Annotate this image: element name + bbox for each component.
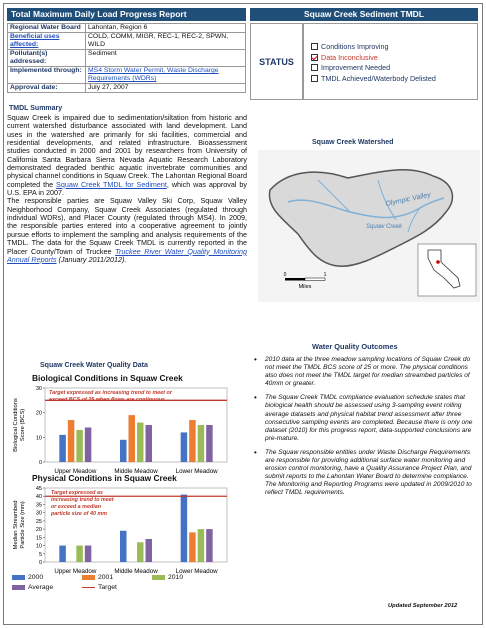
legend-item-target xyxy=(82,584,117,591)
y-tick-label: 20 xyxy=(35,527,42,534)
bar-average-lower-meadow xyxy=(206,425,213,462)
legend-label: Average xyxy=(28,584,54,591)
legend-item-average xyxy=(12,584,53,591)
summary-paragraph xyxy=(7,197,247,264)
y-tick-label: 30 xyxy=(35,510,42,517)
legend-swatch-2000 xyxy=(12,575,25,580)
info-row xyxy=(8,24,246,33)
report-title: Total Maximum Daily Load Progress Report xyxy=(7,8,246,21)
y-tick-label: 35 xyxy=(35,502,42,509)
legend-label: 2000 xyxy=(28,574,44,581)
implementation-link[interactable]: MS4 Storm Water Permit, Waste Discharge Requirements (WDRs) xyxy=(86,67,246,84)
bar-average-middle-meadow xyxy=(146,425,153,462)
tmdl-sediment-link[interactable]: Squaw Creek TMDL for Sediment xyxy=(56,179,167,189)
legend-item-2001 xyxy=(82,574,113,581)
y-tick-label: 5 xyxy=(38,551,42,558)
y-axis-label: Median Streambed xyxy=(13,500,19,550)
x-category-label: Upper Meadow xyxy=(54,468,97,475)
status-option-label: TMDL Achieved/Waterbody Delisted xyxy=(321,73,436,83)
bar-average-upper-meadow xyxy=(85,546,92,562)
info-label: Approval date: xyxy=(8,84,86,93)
y-tick-label: 15 xyxy=(35,535,42,542)
bar-2010-lower-meadow xyxy=(198,529,205,562)
checked-checkbox-icon xyxy=(311,54,318,61)
target-annotation: Target expressed as increasing trend to meet or xyxy=(49,390,172,396)
info-label: Pollutant(s) addressed: xyxy=(8,50,86,67)
outcome-item: • The Squaw responsible entities under Waste Discharge Requirements are responsible for providing additional surface water monitoring and erosion control monitoring, have a Quality Assurance Project Plan, and submit reports to the Lahontan Water Board to determine compliance. The Monitoring and Reporting Programs were updated in 2009/2010 to reflect TMDL requirements. xyxy=(254,449,476,498)
info-table xyxy=(7,23,246,93)
olympic-valley-label: Olympic Valley xyxy=(384,191,432,208)
charts-section-title: Squaw Creek Water Quality Data xyxy=(40,362,148,369)
x-category-label: Upper Meadow xyxy=(54,568,97,575)
bio-chart-title: Biological Conditions in Squaw Creek xyxy=(32,373,183,383)
target-annotation: exceed BCS of 25 when flows are continuous xyxy=(49,397,165,403)
squaw-creek-label: Squaw Creek xyxy=(366,224,403,230)
annual-reports-link[interactable]: Truckee River Water Quality Monitoring Annual Reports xyxy=(7,246,247,264)
summary-text-run: The responsible parties are Squaw Valley Ski Corp, Squaw Valley Neighborhood Company, Squaw Creek Associates (regulated through individual WDRs), and Placer County (regulated through MS4). In 2009, the responsible parties entered into a cooperative agreement to jointly pursue efforts to implement the sampling and analysis requirements of the TMDL. The data for the Squaw Creek TMDL is currently reported in the Placer County/Town of Truckee xyxy=(7,196,247,256)
y-tick-label: 20 xyxy=(35,410,42,417)
bar-2010-middle-meadow xyxy=(137,542,144,562)
location-marker-icon xyxy=(436,260,440,264)
tmdl-title: Squaw Creek Sediment TMDL xyxy=(250,8,478,21)
bar-average-upper-meadow xyxy=(85,427,92,462)
status-label: STATUS xyxy=(250,23,303,100)
info-row xyxy=(8,67,246,84)
y-tick-label: 10 xyxy=(35,543,42,550)
phys-chart-title: Physical Conditions in Squaw Creek xyxy=(32,473,177,483)
target-annotation: Target expressed as xyxy=(51,490,103,496)
bar-2010-middle-meadow xyxy=(137,423,144,462)
legend-label: Target xyxy=(98,584,117,591)
physical-conditions-chart xyxy=(5,484,233,576)
bar-2001-lower-meadow xyxy=(189,420,196,462)
summary-text-run: Squaw Creek is impaired due to sedimentation/siltation from historic and current watershed disturbance associated with land development. Land uses in the watershed are primarily for ski facilities, commercial and residential developments, and related infrastructure. Bioassessment studies conducted in 2000 and 2001 by researchers from University of California Santa Barbara Sierra Nevada Aquatic Research Laboratory demonstrated degraded benthic aquatic invertebrate communities and physical channel conditions in Squaw Creek. The Lahontan Regional Board completed the xyxy=(7,113,248,189)
bar-2010-lower-meadow xyxy=(198,425,205,462)
info-value: Sediment xyxy=(86,50,246,67)
bar-2000-lower-meadow xyxy=(181,432,188,462)
info-label: Regional Water Board xyxy=(8,24,86,33)
outcomes-title: Water Quality Outcomes xyxy=(312,342,398,351)
y-tick-label: 10 xyxy=(35,435,42,442)
outcome-item: • 2010 data at the three meadow sampling locations of Squaw Creek do not meet the TMDL BCS score of 25 or more. The physical conditions also does not meet the TMDL target for median streambed particles of 40mm or greater. xyxy=(254,356,476,388)
bar-2000-middle-meadow xyxy=(120,531,127,562)
bar-2010-upper-meadow xyxy=(76,546,83,562)
status-option-label: Data Inconclusive xyxy=(321,52,378,62)
y-tick-label: 0 xyxy=(38,560,42,566)
legend-swatch-2001 xyxy=(82,575,95,580)
bar-average-lower-meadow xyxy=(206,529,213,562)
summary-text-run: , which was approval by U.S. EPA in 2007. xyxy=(7,179,247,198)
bar-2000-lower-meadow xyxy=(181,495,188,562)
bar-2001-middle-meadow xyxy=(129,415,136,462)
scale-bar-right xyxy=(305,278,325,281)
legend-swatch-2010 xyxy=(152,575,165,580)
bar-2001-upper-meadow xyxy=(68,420,75,462)
info-value: COLD, COMM, MIGR, REC-1, REC-2, SPWN, WILD xyxy=(86,33,246,50)
info-row xyxy=(8,33,246,50)
info-label: Implemented through: xyxy=(8,67,86,84)
legend-label: 2001 xyxy=(98,574,114,581)
status-option-label: Conditions Improving xyxy=(321,42,389,51)
status-option xyxy=(311,74,477,85)
info-row xyxy=(8,84,246,93)
summary-text xyxy=(7,114,247,264)
bar-2010-upper-meadow xyxy=(76,430,83,462)
x-category-label: Lower Meadow xyxy=(175,568,218,575)
y-tick-label: 30 xyxy=(35,386,42,392)
x-category-label: Middle Meadow xyxy=(114,568,158,575)
y-axis-label: Particle Size (mm) xyxy=(20,501,26,549)
beneficial-uses-link[interactable]: Beneficial uses affected: xyxy=(8,33,86,50)
scale-one: 1 xyxy=(323,272,327,278)
status-option-label: Improvement Needed xyxy=(321,63,391,72)
bar-2001-lower-meadow xyxy=(189,532,196,562)
outcomes-list xyxy=(254,356,476,504)
x-category-label: Lower Meadow xyxy=(175,468,218,475)
y-tick-label: 25 xyxy=(35,518,42,525)
y-tick-label: 40 xyxy=(35,494,42,501)
checkbox-icon xyxy=(311,43,318,50)
checkbox-icon xyxy=(311,75,318,82)
summary-heading: TMDL Summary xyxy=(9,105,63,112)
y-tick-label: 45 xyxy=(35,486,42,492)
info-value: July 27, 2007 xyxy=(86,84,246,93)
summary-paragraph xyxy=(7,114,247,197)
target-annotation: increasing trend to meet xyxy=(51,497,114,503)
x-category-label: Middle Meadow xyxy=(114,468,158,475)
bio-conditions-chart xyxy=(5,384,233,476)
info-row xyxy=(8,50,246,67)
scale-label: Miles xyxy=(298,284,312,290)
legend-swatch-average xyxy=(12,585,25,590)
bar-2000-middle-meadow xyxy=(120,440,127,462)
legend-label: 2010 xyxy=(168,574,184,581)
y-axis-label: Score (BCS) xyxy=(20,408,26,442)
legend-item-2000 xyxy=(12,574,43,581)
info-value: Lahontan, Region 6 xyxy=(86,24,246,33)
status-option xyxy=(311,63,477,74)
scale-bar-left xyxy=(285,278,305,281)
target-annotation: particle size of 40 mm xyxy=(51,511,108,517)
bar-2000-upper-meadow xyxy=(59,435,65,462)
watershed-title: Squaw Creek Watershed xyxy=(312,139,394,146)
y-axis-label: Biological Conditions xyxy=(13,398,19,452)
checkbox-icon xyxy=(311,64,318,71)
legend-line-target xyxy=(82,587,95,588)
watershed-map xyxy=(258,150,480,302)
legend-item-2010 xyxy=(152,574,183,581)
y-tick-label: 0 xyxy=(38,460,42,466)
summary-text-run: (January 2011/2012). xyxy=(56,254,127,264)
bar-2000-upper-meadow xyxy=(59,546,65,562)
bar-average-middle-meadow xyxy=(146,539,153,562)
scale-zero: 0 xyxy=(283,272,287,278)
status-options xyxy=(303,23,478,100)
outcome-item: • The Squaw Creek TMDL compliance evaluation schedule states that biological health should be assessed using 3-sampling event rolling average datasets and physical habitat trend assessment after three consecutive sampling events are completed. Because there is only one dataset (2010) for this progress report, data-supported conclusions are pre-mature. xyxy=(254,394,476,443)
target-annotation: or exceed a median xyxy=(51,504,102,510)
status-option-selected xyxy=(311,53,477,64)
updated-date: Updated September 2012 xyxy=(388,603,458,609)
status-option xyxy=(311,42,477,53)
